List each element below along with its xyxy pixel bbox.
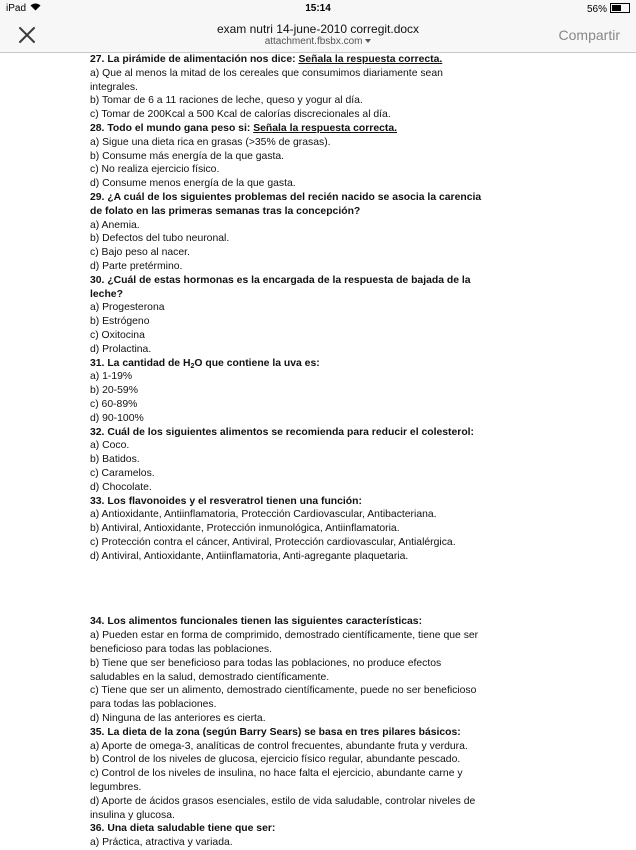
answer-29d: d) Parte pretérmino.: [90, 260, 183, 272]
question-32-title: 32. Cuál de los siguientes alimentos se recomienda para reducir el colesterol:: [90, 426, 475, 438]
answer-33c: c) Protección contra el cáncer, Antiviral, Protección cardiovascular, Antialérgica.: [90, 536, 456, 548]
answer-35d-cont: insulina y glucosa.: [90, 809, 175, 821]
answer-27b: b) Tomar de 6 a 11 raciones de leche, queso y yogur al día.: [90, 95, 363, 107]
answer-28d: d) Consume menos energía de la que gasta.: [90, 178, 296, 190]
status-bar: [0, 0, 636, 18]
answer-35c: c) Control de los niveles de insulina, no hace falta el ejercicio, abundante carne y: [90, 768, 463, 780]
answer-35d: d) Aporte de ácidos grasos esenciales, estilo de vida saludable, controlar niveles de: [90, 795, 476, 807]
share-button[interactable]: Compartir: [558, 27, 620, 43]
answer-30a: a) Progesterona: [90, 302, 165, 314]
battery-icon: [610, 3, 630, 13]
device-label: iPad: [6, 3, 41, 14]
answer-31a: a) 1-19%: [90, 371, 133, 383]
question-31-title: 31. La cantidad de $H_2O$ que contiene la uva es:: [90, 357, 320, 370]
question-34-title: 34. Los alimentos funcionales tienen las siguientes características:: [90, 616, 423, 628]
answer-32c: c) Caramelos.: [90, 467, 155, 479]
answer-34b-cont: saludables en la salud, demostrado científicamente.: [90, 671, 330, 683]
answer-27a: a) Que al menos la mitad de los cereales que consumimos diariamente sean: [90, 67, 443, 79]
answer-36a: a) Práctica, atractiva y variada.: [90, 837, 233, 849]
answer-30c: c) Oxitocina: [90, 329, 145, 341]
answer-34d: d) Ninguna de las anteriores es cierta.: [90, 713, 266, 725]
question-29-title-cont: de folato en las primeras semanas tras la concepción?: [90, 205, 361, 217]
answer-31c: c) 60-89%: [90, 398, 138, 410]
answer-27c: c) Tomar de 200Kcal a 500 Kcal de calorías discrecionales al día.: [90, 109, 391, 121]
question-27-title: 27. La pirámide de alimentación nos dice: Señala la respuesta correcta.: [90, 54, 443, 65]
answer-33d: d) Antiviral, Antioxidante, Antiinflamatoria, Anti-agregante plaquetaria.: [90, 550, 409, 562]
answer-35c-cont: legumbres.: [90, 782, 142, 794]
answer-29b: b) Defectos del tubo neuronal.: [90, 233, 230, 245]
answer-29c: c) Bajo peso al nacer.: [90, 247, 190, 259]
document-title: exam nutri 14-june-2010 corregit.docx: [216, 22, 420, 36]
answer-31d: d) 90-100%: [90, 412, 144, 424]
answer-31b: b) 20-59%: [90, 385, 138, 397]
answer-32d: d) Chocolate.: [90, 481, 152, 493]
answer-34c-cont: para todas las poblaciones.: [90, 699, 217, 711]
question-30-title-cont: leche?: [90, 288, 123, 300]
answer-27a-cont: integrales.: [90, 81, 138, 93]
question-35-title: 35. La dieta de la zona (según Barry Sears) se basa en tres pilares básicos:: [90, 726, 461, 738]
page-break: [90, 563, 550, 615]
answer-28c: c) No realiza ejercicio físico.: [90, 164, 220, 176]
chevron-down-icon: [365, 39, 371, 44]
answer-28b: b) Consume más energía de la que gasta.: [90, 150, 285, 162]
answer-32b: b) Batidos.: [90, 454, 140, 466]
document-source[interactable]: attachment.fbsbx.com: [0, 36, 636, 47]
answer-34a: a) Pueden estar en forma de comprimido, demostrado científicamente, tiene que ser: [90, 630, 479, 642]
clock: 15:14: [305, 3, 331, 14]
answer-28a: a) Sigue una dieta rica en grasas (>35% de grasas).: [90, 136, 331, 148]
question-28-title: 28. Todo el mundo gana peso si: Señala la respuesta correcta.: [90, 122, 398, 134]
answer-29a: a) Anemia.: [90, 219, 140, 231]
answer-34a-cont: beneficioso para todas las poblaciones.: [90, 644, 272, 656]
navigation-bar: [0, 18, 636, 53]
question-30-title: 30. ¿Cuál de estas hormonas es la encargada de la respuesta de bajada de la: [90, 274, 471, 286]
answer-32a: a) Coco.: [90, 440, 130, 452]
question-29-title: 29. ¿A cuál de los siguientes problemas del recién nacido se asocia la carencia: [90, 191, 482, 203]
answer-35a: a) Aporte de omega-3, analíticas de control frecuentes, abundante fruta y verdura.: [90, 740, 468, 752]
answer-34b: b) Tiene que ser beneficioso para todas las poblaciones, no produce efectos: [90, 657, 442, 669]
document-body: [90, 53, 550, 850]
answer-30b: b) Estrógeno: [90, 316, 150, 328]
answer-34c: c) Tiene que ser un alimento, demostrado científicamente, puede no ser beneficioso: [90, 685, 477, 697]
question-33-title: 33. Los flavonoides y el resveratrol tienen una función:: [90, 495, 362, 507]
answer-33a: a) Antioxidante, Antiinflamatoria, Protección Cardiovascular, Antibacteriana.: [90, 509, 437, 521]
answer-30d: d) Prolactina.: [90, 343, 152, 355]
answer-33b: b) Antiviral, Antioxidante, Protección inmunológica, Antiinflamatoria.: [90, 523, 400, 535]
question-36-title: 36. Una dieta saludable tiene que ser:: [90, 823, 276, 835]
answer-35b: b) Control de los niveles de glucosa, ejercicio físico regular, abundante pescado.: [90, 754, 461, 766]
battery-indicator: 56%: [587, 3, 630, 15]
